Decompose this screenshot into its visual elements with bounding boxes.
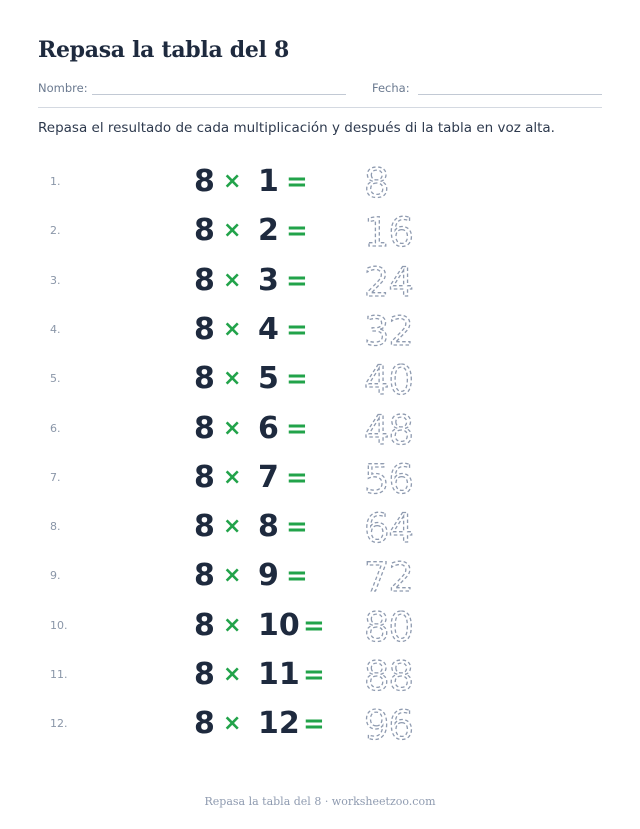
trace-answer-text: 32: [364, 308, 413, 355]
problem-row: [0, 306, 640, 355]
factor-b: 4: [258, 311, 279, 347]
factor-b: 10: [258, 607, 300, 643]
trace-answer-text: 64: [364, 506, 413, 553]
times-sign: ×: [223, 514, 242, 540]
trace-answer-text: 96: [364, 703, 413, 750]
times-sign: ×: [223, 316, 242, 342]
times-sign: ×: [223, 711, 242, 737]
equals-sign: =: [303, 610, 325, 641]
equals-sign: =: [286, 265, 308, 296]
factor-a: 8: [194, 607, 215, 643]
trace-answer[interactable]: [360, 700, 440, 748]
problem-row: [0, 405, 640, 454]
factor-a: 8: [194, 706, 215, 742]
problem-number: 8.: [50, 520, 61, 534]
problem-row: [0, 503, 640, 553]
trace-answer-text: 88: [364, 654, 413, 700]
trace-answer-text: 40: [364, 358, 413, 405]
factor-b: 6: [258, 410, 279, 446]
factor-b: 7: [258, 459, 279, 495]
factor-a: 8: [194, 558, 215, 594]
trace-answer[interactable]: [360, 158, 440, 206]
equals-sign: =: [286, 167, 308, 197]
factor-b: 12: [258, 706, 300, 742]
times-sign: ×: [223, 415, 242, 441]
trace-answer-text: 24: [364, 259, 413, 306]
problem-row: [0, 355, 640, 405]
factor-b: 5: [258, 361, 279, 397]
problem-number: 11.: [50, 668, 68, 681]
trace-answer[interactable]: [360, 306, 440, 354]
factor-b: 2: [258, 213, 279, 249]
problem-row: [0, 651, 640, 700]
equals-sign: =: [286, 314, 308, 345]
trace-answer[interactable]: [360, 651, 440, 699]
times-sign: ×: [223, 464, 242, 490]
factor-a: 8: [194, 164, 215, 199]
trace-answer-text: 72: [364, 555, 413, 602]
problem-number: 9.: [50, 569, 61, 583]
factor-a: 8: [194, 262, 215, 298]
name-field[interactable]: [92, 94, 346, 95]
factor-a: 8: [194, 311, 215, 347]
trace-answer[interactable]: [360, 454, 440, 502]
trace-answer[interactable]: [360, 552, 440, 600]
trace-answer-text: 80: [364, 604, 413, 651]
problem-row: [0, 257, 640, 306]
problem-number: 1.: [50, 175, 61, 188]
equals-sign: =: [303, 709, 325, 740]
equals-sign: =: [303, 660, 325, 690]
factor-a: 8: [194, 509, 215, 545]
problem-row: [0, 700, 640, 750]
factor-b: 3: [258, 262, 279, 298]
trace-answer[interactable]: [360, 257, 440, 305]
name-label: Nombre:: [38, 81, 88, 95]
instructions-text: Repasa el resultado de cada multiplicación y después di la tabla en voz alta.: [38, 120, 555, 136]
date-label: Fecha:: [372, 81, 410, 95]
problem-list: [0, 158, 640, 748]
problem-row: [0, 158, 640, 207]
equals-sign: =: [286, 462, 308, 493]
equals-sign: =: [286, 561, 308, 592]
factor-b: 11: [258, 657, 300, 692]
problem-number: 4.: [50, 322, 61, 336]
trace-answer[interactable]: [360, 602, 440, 650]
times-sign: ×: [223, 218, 242, 244]
factor-b: 8: [258, 509, 279, 545]
problem-row: [0, 207, 640, 257]
problem-row: [0, 552, 640, 602]
problem-row: [0, 602, 640, 651]
times-sign: ×: [223, 563, 242, 589]
trace-answer[interactable]: [360, 405, 440, 453]
factor-a: 8: [194, 459, 215, 495]
equals-sign: =: [286, 364, 308, 395]
times-sign: ×: [223, 169, 242, 194]
problem-number: 7.: [50, 470, 61, 484]
times-sign: ×: [223, 612, 242, 638]
problem-number: 5.: [50, 372, 61, 386]
trace-answer[interactable]: [360, 207, 440, 255]
trace-answer-text: 48: [364, 407, 413, 454]
problem-number: 3.: [50, 273, 61, 287]
trace-answer-text: 16: [364, 210, 413, 257]
date-field[interactable]: [418, 94, 602, 95]
times-sign: ×: [223, 267, 242, 293]
factor-b: 1: [258, 164, 279, 199]
equals-sign: =: [286, 216, 308, 247]
trace-answer-text: 8: [364, 161, 389, 207]
factor-a: 8: [194, 361, 215, 397]
problem-row: [0, 454, 640, 503]
worksheet-title: Repasa la tabla del 8: [38, 37, 289, 63]
footer-text: Repasa la tabla del 8 · worksheetzoo.com: [204, 795, 436, 808]
problem-number: 2.: [50, 224, 61, 238]
problem-number: 10.: [50, 618, 68, 632]
problem-number: 12.: [50, 717, 68, 731]
times-sign: ×: [223, 662, 242, 687]
equals-sign: =: [286, 512, 308, 543]
header-divider: [38, 107, 602, 108]
problem-number: 6.: [50, 421, 61, 435]
trace-answer-text: 56: [364, 456, 413, 503]
factor-a: 8: [194, 410, 215, 446]
factor-a: 8: [194, 657, 215, 692]
times-sign: ×: [223, 366, 242, 392]
trace-answer[interactable]: [360, 503, 440, 551]
equals-sign: =: [286, 413, 308, 444]
factor-a: 8: [194, 213, 215, 249]
trace-answer[interactable]: [360, 355, 440, 403]
name-date-row: [38, 80, 602, 98]
factor-b: 9: [258, 558, 279, 594]
